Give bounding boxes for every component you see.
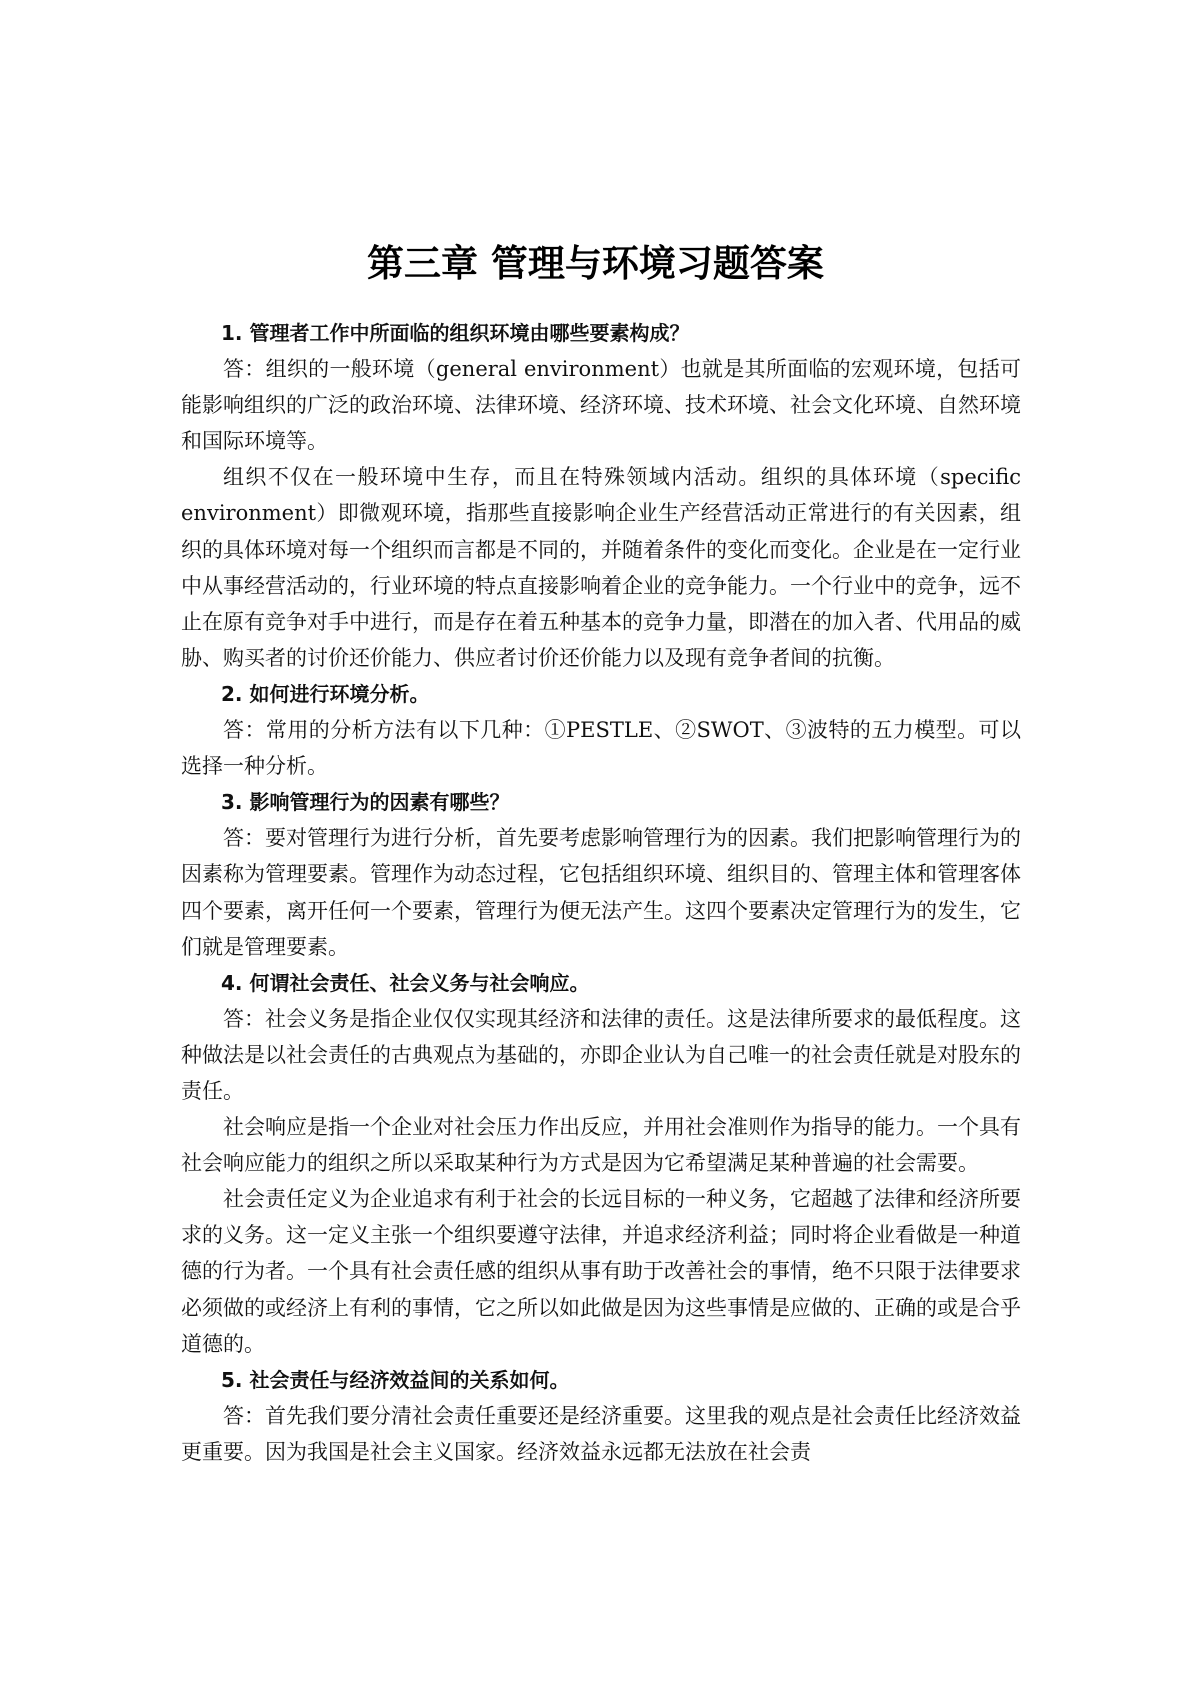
question-5: 5. 社会责任与经济效益间的关系如何。	[221, 1367, 570, 1392]
answer-4-paragraph-3: 社会责任定义为企业追求有利于社会的长远目标的一种义务，它超越了法律和经济所要求的义务。这一定义主张一个组织要遵守法律，并追求经济利益；同时将企业看做是一种道德的行为者。一个具有社会责任感的组织从事有助于改善社会的事情，绝不只限于法律要求必须做的或经济上有利的事情，它之所以如此做是因为这些事情是应做的、正确的或是合乎道德的。	[181, 1187, 1021, 1356]
document-body	[181, 315, 1021, 1470]
question-2: 2. 如何进行环境分析。	[221, 681, 430, 706]
answer-4-paragraph-2: 社会响应是指一个企业对社会压力作出反应，并用社会准则作为指导的能力。一个具有社会响应能力的组织之所以采取某种行为方式是因为它希望满足某种普遍的社会需要。	[181, 1115, 1021, 1176]
answer-3-paragraph-1: 答：要对管理行为进行分析，首先要考虑影响管理行为的因素。我们把影响管理行为的因素称为管理要素。管理作为动态过程，它包括组织环境、组织目的、管理主体和管理客体四个要素，离开任何一个要素，管理行为便无法产生。这四个要素决定管理行为的发生，它们就是管理要素。	[181, 826, 1021, 959]
answer-5-paragraph-1: 答：首先我们要分清社会责任重要还是经济重要。这里我的观点是社会责任比经济效益更重要。因为我国是社会主义国家。经济效益永远都无法放在社会责	[181, 1403, 1021, 1464]
answer-4-paragraph-1: 答：社会义务是指企业仅仅实现其经济和法律的责任。这是法律所要求的最低程度。这种做法是以社会责任的古典观点为基础的，亦即企业认为自己唯一的社会责任就是对股东的责任。	[181, 1006, 1021, 1103]
answer-2-paragraph-1: 答：常用的分析方法有以下几种：①PESTLE、②SWOT、③波特的五力模型。可以选择一种分析。	[181, 718, 1021, 779]
question-1: 1. 管理者工作中所面临的组织环境由哪些要素构成？	[221, 321, 690, 345]
answer-1-paragraph-1: 答：组织的一般环境（general environment）也就是其所面临的宏观环境，包括可能影响组织的广泛的政治环境、法律环境、经济环境、技术环境、社会文化环境、自然环境和国际环境等。	[181, 357, 1021, 454]
answer-1-paragraph-2: 组织不仅在一般环境中生存，而且在特殊领域内活动。组织的具体环境（specific environment）即微观环境，指那些直接影响企业生产经营活动正常进行的有关因素，组织的具体环境对每一个组织而言都是不同的，并随着条件的变化而变化。企业是在一定行业中从事经营活动的，行业环境的特点直接影响着企业的竞争能力。一个行业中的竞争，远不止在原有竞争对手中进行，而是存在着五种基本的竞争力量，即潜在的加入者、代用品的威胁、购买者的讨价还价能力、供应者讨价还价能力以及现有竞争者间的抗衡。	[181, 465, 1021, 670]
page-title: 第三章 管理与环境习题答案	[367, 242, 824, 285]
question-3: 3. 影响管理行为的因素有哪些？	[221, 790, 510, 815]
question-4: 4. 何谓社会责任、社会义务与社会响应。	[221, 970, 590, 995]
